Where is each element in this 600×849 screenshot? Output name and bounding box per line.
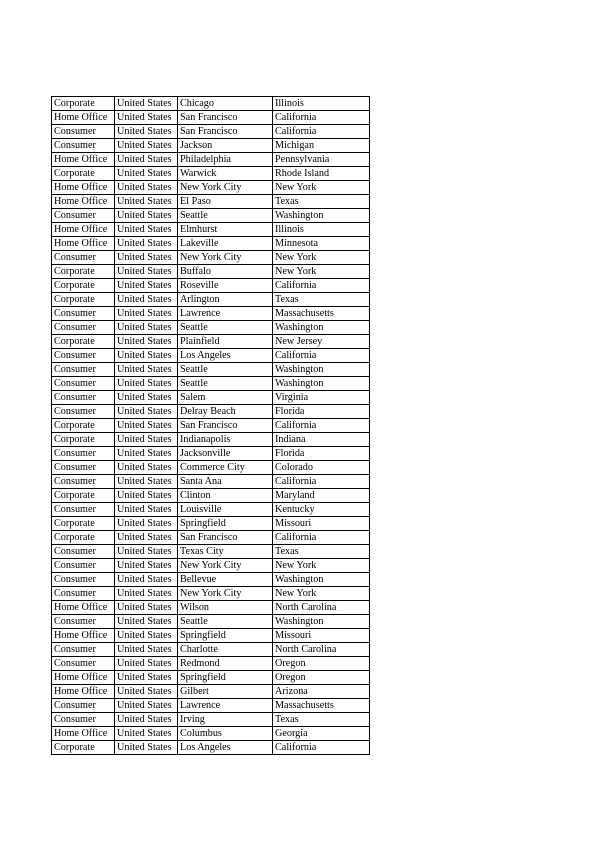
city-cell: Gilbert — [178, 685, 273, 699]
country-cell: United States — [115, 391, 178, 405]
segment-cell: Corporate — [52, 741, 115, 755]
state-cell: California — [273, 125, 370, 139]
segment-cell: Home Office — [52, 153, 115, 167]
table-row — [52, 195, 370, 209]
table-row — [52, 699, 370, 713]
table-row — [52, 223, 370, 237]
country-cell: United States — [115, 629, 178, 643]
state-cell: Missouri — [273, 517, 370, 531]
country-cell: United States — [115, 447, 178, 461]
city-cell: Springfield — [178, 671, 273, 685]
city-cell: San Francisco — [178, 419, 273, 433]
state-cell: Oregon — [273, 671, 370, 685]
table-row — [52, 265, 370, 279]
segment-cell: Consumer — [52, 573, 115, 587]
city-cell: Arlington — [178, 293, 273, 307]
table-row — [52, 419, 370, 433]
city-cell: Lawrence — [178, 699, 273, 713]
table-row — [52, 181, 370, 195]
table-row — [52, 615, 370, 629]
segment-cell: Corporate — [52, 433, 115, 447]
table-row — [52, 657, 370, 671]
country-cell: United States — [115, 741, 178, 755]
state-cell: Washington — [273, 209, 370, 223]
state-cell: Texas — [273, 713, 370, 727]
country-cell: United States — [115, 335, 178, 349]
segment-cell: Corporate — [52, 517, 115, 531]
state-cell: Michigan — [273, 139, 370, 153]
segment-cell: Consumer — [52, 587, 115, 601]
city-cell: Louisville — [178, 503, 273, 517]
country-cell: United States — [115, 251, 178, 265]
city-cell: Roseville — [178, 279, 273, 293]
segment-cell: Consumer — [52, 307, 115, 321]
country-cell: United States — [115, 209, 178, 223]
country-cell: United States — [115, 321, 178, 335]
country-cell: United States — [115, 195, 178, 209]
segment-cell: Home Office — [52, 237, 115, 251]
segment-cell: Home Office — [52, 195, 115, 209]
city-cell: Springfield — [178, 517, 273, 531]
segment-cell: Corporate — [52, 489, 115, 503]
country-cell: United States — [115, 573, 178, 587]
table-row — [52, 573, 370, 587]
country-cell: United States — [115, 727, 178, 741]
state-cell: Pennsylvania — [273, 153, 370, 167]
table-row — [52, 209, 370, 223]
country-cell: United States — [115, 237, 178, 251]
city-cell: Irving — [178, 713, 273, 727]
segment-cell: Consumer — [52, 461, 115, 475]
segment-cell: Consumer — [52, 643, 115, 657]
table-row — [52, 153, 370, 167]
state-cell: Texas — [273, 195, 370, 209]
segment-cell: Consumer — [52, 447, 115, 461]
table-row — [52, 713, 370, 727]
city-cell: Seattle — [178, 615, 273, 629]
state-cell: Arizona — [273, 685, 370, 699]
state-cell: New York — [273, 251, 370, 265]
country-cell: United States — [115, 433, 178, 447]
state-cell: Minnesota — [273, 237, 370, 251]
state-cell: Florida — [273, 405, 370, 419]
table-row — [52, 167, 370, 181]
table-row — [52, 307, 370, 321]
city-cell: Jacksonville — [178, 447, 273, 461]
segment-cell: Consumer — [52, 251, 115, 265]
state-cell: New York — [273, 587, 370, 601]
city-cell: Seattle — [178, 363, 273, 377]
state-cell: Washington — [273, 363, 370, 377]
segment-cell: Home Office — [52, 601, 115, 615]
city-cell: New York City — [178, 559, 273, 573]
segment-cell: Home Office — [52, 671, 115, 685]
segment-cell: Consumer — [52, 545, 115, 559]
segment-cell: Consumer — [52, 405, 115, 419]
state-cell: Texas — [273, 545, 370, 559]
city-cell: Clinton — [178, 489, 273, 503]
table-row — [52, 503, 370, 517]
table-row — [52, 461, 370, 475]
city-cell: Warwick — [178, 167, 273, 181]
segment-cell: Corporate — [52, 265, 115, 279]
state-cell: California — [273, 279, 370, 293]
city-cell: Redmond — [178, 657, 273, 671]
city-cell: Buffalo — [178, 265, 273, 279]
city-cell: Lawrence — [178, 307, 273, 321]
city-cell: Los Angeles — [178, 741, 273, 755]
country-cell: United States — [115, 153, 178, 167]
city-cell: Commerce City — [178, 461, 273, 475]
city-cell: Springfield — [178, 629, 273, 643]
state-cell: North Carolina — [273, 643, 370, 657]
state-cell: New York — [273, 559, 370, 573]
state-cell: Missouri — [273, 629, 370, 643]
table-row — [52, 685, 370, 699]
city-cell: Jackson — [178, 139, 273, 153]
city-cell: Los Angeles — [178, 349, 273, 363]
country-cell: United States — [115, 503, 178, 517]
table-row — [52, 349, 370, 363]
segment-cell: Consumer — [52, 657, 115, 671]
segment-cell: Consumer — [52, 699, 115, 713]
city-cell: Bellevue — [178, 573, 273, 587]
segment-cell: Home Office — [52, 181, 115, 195]
state-cell: California — [273, 111, 370, 125]
country-cell: United States — [115, 587, 178, 601]
state-cell: Illinois — [273, 223, 370, 237]
table-row — [52, 559, 370, 573]
state-cell: Washington — [273, 615, 370, 629]
country-cell: United States — [115, 713, 178, 727]
table-row — [52, 433, 370, 447]
segment-cell: Corporate — [52, 335, 115, 349]
city-cell: Seattle — [178, 209, 273, 223]
city-cell: Indianapolis — [178, 433, 273, 447]
country-cell: United States — [115, 643, 178, 657]
data-table — [51, 96, 370, 755]
country-cell: United States — [115, 559, 178, 573]
state-cell: North Carolina — [273, 601, 370, 615]
table-row — [52, 335, 370, 349]
segment-cell: Consumer — [52, 321, 115, 335]
country-cell: United States — [115, 601, 178, 615]
city-cell: New York City — [178, 251, 273, 265]
country-cell: United States — [115, 419, 178, 433]
state-cell: Kentucky — [273, 503, 370, 517]
state-cell: New York — [273, 181, 370, 195]
table-row — [52, 125, 370, 139]
table-row — [52, 545, 370, 559]
city-cell: Texas City — [178, 545, 273, 559]
state-cell: Washington — [273, 573, 370, 587]
country-cell: United States — [115, 111, 178, 125]
table-row — [52, 475, 370, 489]
city-cell: Salem — [178, 391, 273, 405]
segment-cell: Consumer — [52, 615, 115, 629]
table-row — [52, 531, 370, 545]
country-cell: United States — [115, 671, 178, 685]
country-cell: United States — [115, 475, 178, 489]
city-cell: Santa Ana — [178, 475, 273, 489]
state-cell: Florida — [273, 447, 370, 461]
state-cell: California — [273, 531, 370, 545]
table-body — [52, 97, 370, 755]
table-row — [52, 293, 370, 307]
segment-cell: Home Office — [52, 727, 115, 741]
state-cell: California — [273, 419, 370, 433]
country-cell: United States — [115, 223, 178, 237]
table-row — [52, 447, 370, 461]
city-cell: Charlotte — [178, 643, 273, 657]
country-cell: United States — [115, 265, 178, 279]
table-row — [52, 643, 370, 657]
city-cell: Plainfield — [178, 335, 273, 349]
segment-cell: Consumer — [52, 377, 115, 391]
city-cell: Columbus — [178, 727, 273, 741]
city-cell: Wilson — [178, 601, 273, 615]
country-cell: United States — [115, 125, 178, 139]
state-cell: Texas — [273, 293, 370, 307]
table-row — [52, 321, 370, 335]
country-cell: United States — [115, 405, 178, 419]
country-cell: United States — [115, 517, 178, 531]
segment-cell: Home Office — [52, 111, 115, 125]
table-row — [52, 671, 370, 685]
city-cell: Delray Beach — [178, 405, 273, 419]
table-row — [52, 405, 370, 419]
segment-cell: Consumer — [52, 713, 115, 727]
state-cell: Colorado — [273, 461, 370, 475]
segment-cell: Corporate — [52, 293, 115, 307]
table-row — [52, 517, 370, 531]
state-cell: Illinois — [273, 97, 370, 111]
city-cell: Chicago — [178, 97, 273, 111]
state-cell: Rhode Island — [273, 167, 370, 181]
city-cell: San Francisco — [178, 111, 273, 125]
country-cell: United States — [115, 461, 178, 475]
state-cell: Massachusetts — [273, 307, 370, 321]
table-row — [52, 391, 370, 405]
segment-cell: Consumer — [52, 559, 115, 573]
city-cell: San Francisco — [178, 531, 273, 545]
country-cell: United States — [115, 167, 178, 181]
country-cell: United States — [115, 657, 178, 671]
table-row — [52, 111, 370, 125]
table-row — [52, 629, 370, 643]
table-row — [52, 139, 370, 153]
segment-cell: Consumer — [52, 503, 115, 517]
segment-cell: Home Office — [52, 629, 115, 643]
segment-cell: Consumer — [52, 475, 115, 489]
state-cell: Washington — [273, 377, 370, 391]
table-row — [52, 489, 370, 503]
table-row — [52, 587, 370, 601]
table-row — [52, 741, 370, 755]
city-cell: Seattle — [178, 377, 273, 391]
segment-cell: Corporate — [52, 419, 115, 433]
state-cell: Washington — [273, 321, 370, 335]
country-cell: United States — [115, 363, 178, 377]
segment-cell: Corporate — [52, 531, 115, 545]
country-cell: United States — [115, 545, 178, 559]
segment-cell: Consumer — [52, 349, 115, 363]
state-cell: California — [273, 475, 370, 489]
segment-cell: Consumer — [52, 125, 115, 139]
city-cell: Seattle — [178, 321, 273, 335]
country-cell: United States — [115, 531, 178, 545]
state-cell: Indiana — [273, 433, 370, 447]
table-row — [52, 377, 370, 391]
segment-cell: Consumer — [52, 363, 115, 377]
city-cell: Lakeville — [178, 237, 273, 251]
country-cell: United States — [115, 489, 178, 503]
city-cell: Elmhurst — [178, 223, 273, 237]
city-cell: New York City — [178, 587, 273, 601]
table-row — [52, 601, 370, 615]
segment-cell: Consumer — [52, 391, 115, 405]
state-cell: Oregon — [273, 657, 370, 671]
country-cell: United States — [115, 97, 178, 111]
country-cell: United States — [115, 307, 178, 321]
city-cell: El Paso — [178, 195, 273, 209]
state-cell: New Jersey — [273, 335, 370, 349]
country-cell: United States — [115, 181, 178, 195]
city-cell: Philadelphia — [178, 153, 273, 167]
state-cell: Massachusetts — [273, 699, 370, 713]
segment-cell: Consumer — [52, 209, 115, 223]
state-cell: Virginia — [273, 391, 370, 405]
segment-cell: Corporate — [52, 97, 115, 111]
country-cell: United States — [115, 293, 178, 307]
table-row — [52, 727, 370, 741]
country-cell: United States — [115, 685, 178, 699]
state-cell: Maryland — [273, 489, 370, 503]
table-row — [52, 363, 370, 377]
country-cell: United States — [115, 279, 178, 293]
state-cell: New York — [273, 265, 370, 279]
state-cell: Georgia — [273, 727, 370, 741]
table-row — [52, 237, 370, 251]
state-cell: California — [273, 741, 370, 755]
table-row — [52, 97, 370, 111]
segment-cell: Home Office — [52, 685, 115, 699]
country-cell: United States — [115, 139, 178, 153]
segment-cell: Consumer — [52, 139, 115, 153]
country-cell: United States — [115, 615, 178, 629]
table-row — [52, 279, 370, 293]
city-cell: San Francisco — [178, 125, 273, 139]
segment-cell: Corporate — [52, 167, 115, 181]
state-cell: California — [273, 349, 370, 363]
city-cell: New York City — [178, 181, 273, 195]
table-row — [52, 251, 370, 265]
country-cell: United States — [115, 699, 178, 713]
country-cell: United States — [115, 349, 178, 363]
segment-cell: Corporate — [52, 279, 115, 293]
country-cell: United States — [115, 377, 178, 391]
segment-cell: Home Office — [52, 223, 115, 237]
